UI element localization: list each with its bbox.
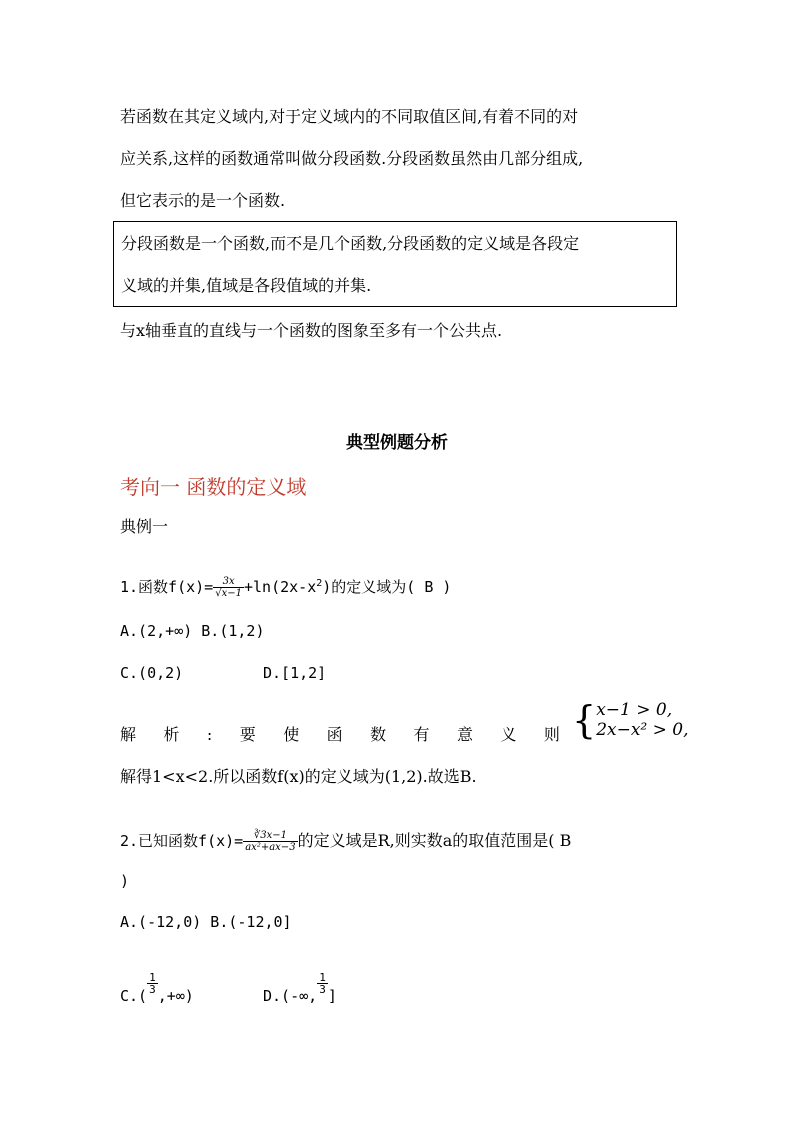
q2-option-c	[120, 972, 194, 1007]
left-brace-icon: {	[572, 698, 597, 742]
q1-frac-den: √x−1	[215, 588, 242, 599]
q1-mid: +ln(2x-x	[243, 578, 317, 596]
q2-suffix-cont: )	[120, 872, 130, 890]
q2-optd-pre: D.(-∞,	[263, 987, 318, 1005]
q2-frac-num: ∛3x−1	[253, 830, 287, 841]
analysis-char: 义	[500, 725, 517, 744]
q1-frac-num: 3x	[222, 576, 235, 587]
q1-sup: 2	[316, 578, 323, 589]
example-label: 典例一	[120, 517, 169, 536]
analysis-char: :	[206, 725, 213, 744]
q2-optc-fraction	[147, 972, 158, 995]
analysis-char: 解	[120, 725, 137, 744]
q2-prefix: 2.已知函数f(x)=	[120, 832, 244, 850]
q1-fraction	[213, 576, 244, 599]
intro-line-2: 应关系,这样的函数通常叫做分段函数.分段函数虽然由几部分组成,	[120, 149, 584, 168]
analysis-char: 则	[543, 725, 560, 744]
q1-system-lines	[596, 700, 688, 740]
analysis-char: 析	[163, 725, 180, 744]
q1-option-d: D.[1,2]	[263, 664, 327, 682]
q2-optc-den: 3	[149, 983, 156, 996]
q1-option-c: C.(0,2)	[120, 664, 184, 682]
question-1	[120, 573, 451, 599]
note-box-line-2: 义域的并集,值域是各段值域的并集.	[121, 276, 372, 295]
q2-optc-num: 1	[149, 971, 156, 984]
q2-option-d	[263, 972, 337, 1007]
topic-heading: 考向一 函数的定义域	[120, 475, 307, 499]
analysis-char: 函	[326, 725, 343, 744]
q2-optd-post: ]	[327, 987, 337, 1005]
q1-prefix: 1.函数f(x)=	[120, 578, 214, 596]
q2-optd-den: 3	[319, 983, 326, 996]
q2-optd-fraction	[317, 972, 328, 995]
analysis-char: 使	[283, 725, 300, 744]
q1-analysis-label	[120, 724, 560, 746]
q1-system-line-2: 2x−x² > 0,	[596, 720, 689, 740]
q2-fraction	[243, 830, 297, 853]
intro-line-4: 与x轴垂直的直线与一个函数的图象至多有一个公共点.	[120, 321, 503, 340]
q2-options-ab: A.(-12,0) B.(-12,0]	[120, 913, 292, 931]
q2-frac-den: ax²+ax−3	[245, 842, 296, 853]
analysis-char: 要	[239, 725, 256, 744]
q1-system	[572, 700, 689, 740]
note-box-line-1: 分段函数是一个函数,而不是几个函数,分段函数的定义域是各段定	[121, 234, 580, 253]
intro-line-1: 若函数在其定义域内,对于定义域内的不同取值区间,有着不同的对	[120, 107, 579, 126]
q2-optc-pre: C.(	[120, 987, 148, 1005]
q2-optc-post: ,+∞)	[157, 987, 194, 1005]
note-box	[113, 221, 677, 307]
q1-result: 解得1<x<2.所以函数f(x)的定义域为(1,2).故选B.	[120, 767, 477, 786]
q1-suffix: )的定义域为( B )	[322, 578, 452, 596]
question-2	[120, 830, 571, 853]
q1-options-ab: A.(2,+∞) B.(1,2)	[120, 622, 265, 640]
q2-suffix: 的定义域是R,则实数a的取值范围是( B	[297, 831, 572, 850]
intro-line-3: 但它表示的是一个函数.	[120, 191, 286, 210]
analysis-char: 有	[413, 725, 430, 744]
analysis-char: 意	[457, 725, 474, 744]
analysis-char: 数	[370, 725, 387, 744]
q2-optd-num: 1	[319, 971, 326, 984]
q1-system-line-1: x−1 > 0,	[596, 700, 673, 720]
section-title: 典型例题分析	[346, 433, 448, 453]
